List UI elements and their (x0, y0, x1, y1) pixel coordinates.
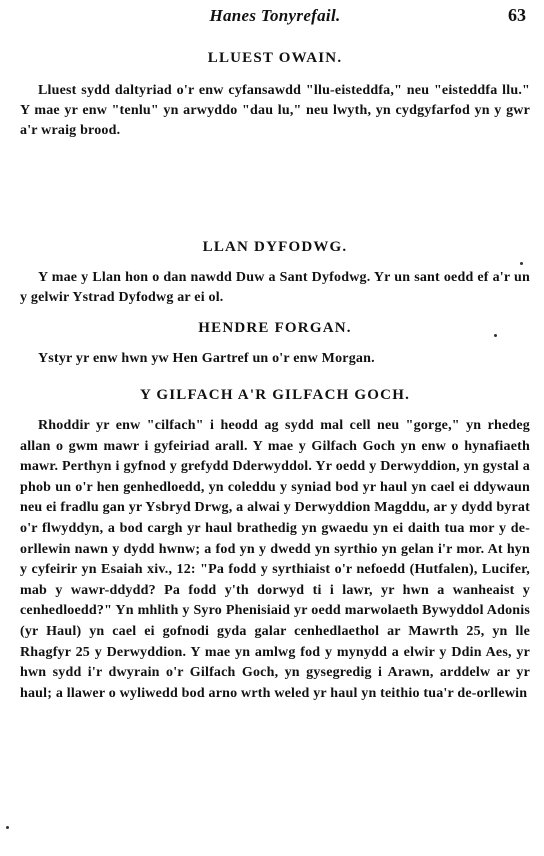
section-heading-hendre-forgan: HENDRE FORGAN. (198, 320, 352, 336)
section-heading-llan-dyfodwg: LLAN DYFODWG. (202, 239, 348, 255)
paragraph-hendre-forgan: Ystyr yr enw hwn yw Hen Gartref un o'r enw Morgan. (38, 351, 375, 366)
paragraph-lluest-owain: Lluest sydd daltyriad o'r enw cyfansawdd "llu-eisteddfa," neu "eisteddfa llu." Y mae yr enw "tenlu" yn arwyddo "dau lu," neu lwyth, yn cydgyfarfod yn y gwr a'r wraig brood. (20, 83, 530, 138)
running-title: Hanes Tonyrefail. (209, 6, 341, 25)
page-number: 63 (508, 5, 526, 25)
paragraph-y-gilfach: Rhoddir yr enw "cilfach" i heodd ag sydd mal cell neu "gorge," yn rhedeg allan o gwm mawr i gyfeiriad arall. Y mae y Gilfach Goch yn enw o hynafiaeth mawr. Perthyn i gyfnod y grefydd Dderwyddol. Yr oedd y Derwyddion, yn gystal a phob un o'r hen genhedloedd, yn coleddu y syniad bod yr haul yn cael ei ddywaun neu ei fradlu gan yr Ysbryd Drwg, a alwai y Derwyddion Magddu, ar y dydd byrat o'r flwyddyn, a bod cargh yr haul brathedig yn gwaedu yn ei daith tua mor y de-orllewin nawn y dydd hwnw; a fod yn y dwedd yn syrthio yn gelan i'r mor. At hyn y cyfeirir yn Esaiah xiv., 12: "Pa fodd y syrthiaist o'r nefoedd (Hutfalen), Lucifer, mab y wawr-ddydd? Pa fodd y'th dorwyd ti i lawr, yr hwn a wanheaist y cenhedloedd?" Yn mhlith y Syro Phenisiaid yr oedd marwolaeth Bywyddol Adonis (yr Haul) yn cael ei gofnodi gyda galar cenhedlaethol ar Mawrth 25, yn lle Rhagfyr 25 y Derwyddion. Y mae yn amlwg fod y mynydd a elwir y Ddin Aes, yr hwn sydd i'r dwyrain o'r Gilfach Goch, yn gysegredig i Arawn, arddelw ar yr haul; a llawer o wyliwedd bod arno wrth weled yr haul yn teithio tua'r de-orllewin (20, 418, 530, 701)
print-speck (6, 826, 9, 829)
print-speck (520, 262, 523, 265)
print-speck (494, 334, 497, 337)
section-heading-lluest-owain: LLUEST OWAIN. (207, 50, 343, 66)
running-header (20, 4, 530, 30)
section-heading-y-gilfach: Y GILFACH A'R GILFACH GOCH. (139, 387, 411, 403)
paragraph-llan-dyfodwg: Y mae y Llan hon o dan nawdd Duw a Sant Dyfodwg. Yr un sant oedd ef a'r un y gelwir Ystrad Dyfodwg ar ei ol. (20, 270, 530, 305)
